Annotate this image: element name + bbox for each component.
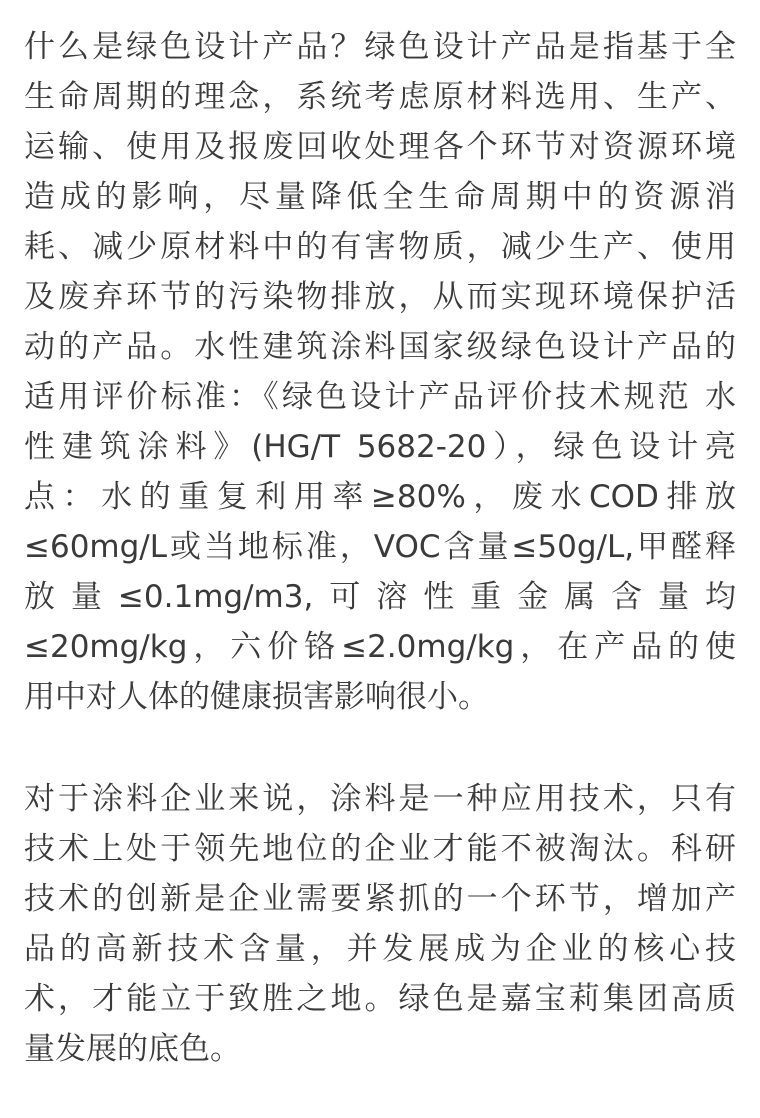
paragraph-coating-tech (24, 774, 736, 1074)
text-line: 造成的影响，尽量降低全生命周期中的资源消 (24, 179, 736, 215)
text-line: 适用评价标准：《绿色设计产品评价技术规范 水 (24, 379, 736, 415)
text-line: 技术上处于领先地位的企业才能不被淘汰。科研 (24, 831, 736, 867)
paragraph-green-design (24, 22, 736, 722)
text-line: 运输、使用及报废回收处理各个环节对资源环境 (24, 129, 736, 165)
text-line: ≤20mg/kg，六价铬≤2.0mg/kg，在产品的使 (24, 629, 736, 665)
text-line: 放量≤0.1mg/m3,可溶性重金属含量均 (24, 579, 736, 615)
text-line: 耗、减少原材料中的有害物质，减少生产、使用 (24, 229, 736, 265)
text-line: 动的产品。水性建筑涂料国家级绿色设计产品的 (24, 329, 736, 365)
text-line: 用中对人体的健康损害影响很小。 (24, 679, 489, 715)
text-line: 对于涂料企业来说，涂料是一种应用技术，只有 (24, 781, 736, 817)
text-line: 技术的创新是企业需要紧抓的一个环节，增加产 (24, 881, 736, 917)
text-line: 什么是绿色设计产品？绿色设计产品是指基于全 (24, 29, 736, 65)
text-line: 量发展的底色。 (24, 1031, 241, 1067)
article-body (24, 22, 736, 1074)
text-line: 及废弃环节的污染物排放，从而实现环境保护活 (24, 279, 736, 315)
text-line: 生命周期的理念，系统考虑原材料选用、生产、 (24, 79, 736, 115)
text-line: 术，才能立于致胜之地。绿色是嘉宝莉集团高质 (24, 981, 736, 1017)
text-line: 品的高新技术含量，并发展成为企业的核心技 (24, 931, 736, 967)
text-line: 点：水的重复利用率≥80%，废水COD排放 (24, 479, 736, 515)
text-line: ≤60mg/L或当地标准，VOC含量≤50g/L,甲醛释 (24, 529, 736, 565)
text-line: 性建筑涂料》(HG/T 5682-20），绿色设计亮 (24, 429, 736, 465)
paragraph-spacer (24, 722, 736, 774)
